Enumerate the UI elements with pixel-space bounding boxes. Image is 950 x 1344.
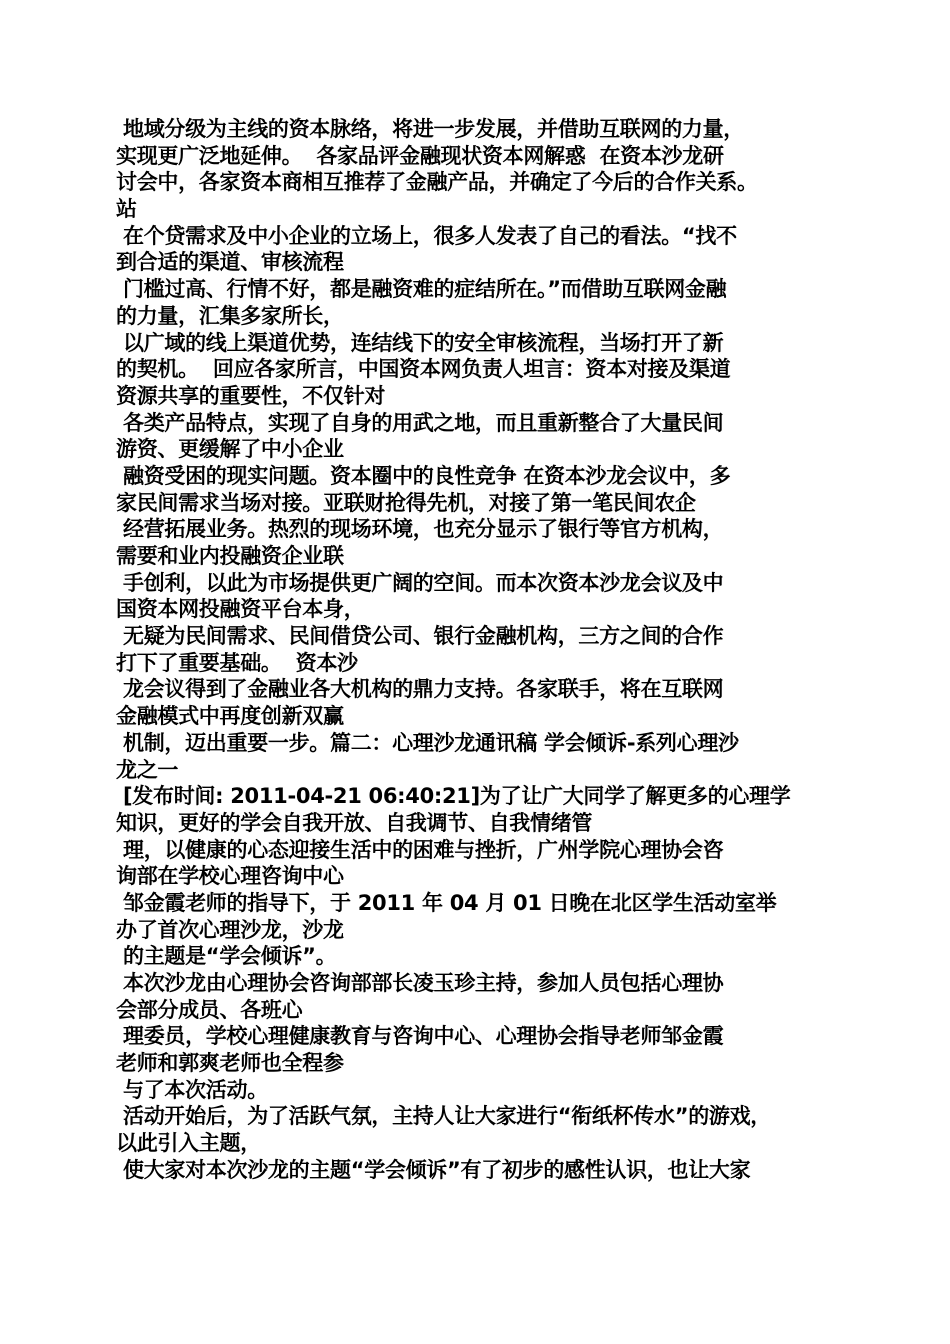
text-line: 讨会中，各家资本商相互推荐了金融产品，并确定了今后的合作关系。	[116, 170, 758, 195]
text-line: 知识，更好的学会自我开放、自我调节、自我情绪管	[116, 810, 593, 835]
text-line: 办了首次心理沙龙，沙龙	[116, 917, 344, 942]
text-line: 经营拓展业务。热烈的现场环境，也充分显示了银行等官方机构，	[116, 517, 724, 542]
text-line: 以此引入主题，	[116, 1131, 261, 1156]
body-text	[116, 116, 846, 1184]
text-line: 融资受困的现实问题。资本圈中的良性竞争 在资本沙龙会议中，多	[116, 463, 731, 488]
text-line: 理委员，学校心理健康教育与咨询中心、心理协会指导老师邹金霞	[116, 1024, 724, 1049]
text-line: 手创利，以此为市场提供更广阔的空间。而本次资本沙龙会议及中	[116, 570, 724, 595]
text-line: 以广域的线上渠道优势，连结线下的安全审核流程，当场打开了新	[116, 330, 724, 355]
text-line: 需要和业内投融资企业联	[116, 544, 344, 568]
text-line: [发布时间: 2011-04-21 06:40:21]为了让广大同学了解更多的心理学	[116, 784, 791, 809]
text-line: 机制，迈出重要一步。篇二：心理沙龙通讯稿 学会倾诉-系列心理沙	[116, 730, 739, 755]
text-line: 家民间需求当场对接。亚联财抢得先机，对接了第一笔民间农企	[116, 490, 696, 515]
text-line: 资源共享的重要性，不仅针对	[116, 383, 386, 408]
text-line: 使大家对本次沙龙的主题“学会倾诉”有了初步的感性认识，也让大家	[116, 1157, 751, 1182]
text-line: 门槛过高、行情不好，都是融资难的症结所在。”而借助互联网金融	[116, 277, 727, 302]
text-line: 的主题是“学会倾诉”。	[116, 944, 337, 969]
text-line: 各类产品特点，实现了自身的用武之地，而且重新整合了大量民间	[116, 410, 724, 435]
text-line: 本次沙龙由心理协会咨询部部长凌玉珍主持，参加人员包括心理协	[116, 971, 724, 995]
text-line: 实现更广泛地延伸。 各家品评金融现状资本网解惑 在资本沙龙研	[116, 143, 724, 168]
text-line: 站	[116, 197, 137, 222]
text-line: 国资本网投融资平台本身，	[116, 597, 365, 622]
text-line: 龙会议得到了金融业各大机构的鼎力支持。各家联手，将在互联网	[116, 677, 724, 702]
text-line: 与了本次活动。	[116, 1077, 268, 1102]
text-line: 询部在学校心理咨询中心	[116, 864, 344, 889]
text-line: 游资、更缓解了中小企业	[116, 437, 344, 462]
text-line: 金融模式中再度创新双赢	[116, 704, 344, 729]
text-line: 的契机。 回应各家所言，中国资本网负责人坦言：资本对接及渠道	[116, 357, 731, 382]
text-line: 邹金霞老师的指导下，于 2011 年 04 月 01 日晚在北区学生活动室举	[116, 890, 777, 915]
text-line: 在个贷需求及中小企业的立场上，很多人发表了自己的看法。“找不	[116, 223, 737, 248]
text-line: 打下了重要基础。 资本沙	[116, 650, 358, 675]
text-line: 无疑为民间需求、民间借贷公司、银行金融机构，三方之间的合作	[116, 624, 724, 649]
text-line: 老师和郭爽老师也全程参	[116, 1051, 344, 1076]
text-line: 地域分级为主线的资本脉络，将进一步发展，并借助互联网的力量，	[116, 117, 745, 141]
text-line: 的力量，汇集多家所长，	[116, 303, 344, 328]
text-line: 到合适的渠道、审核流程	[116, 250, 344, 275]
text-line: 龙之一	[116, 757, 179, 782]
text-line: 理，以健康的心态迎接生活中的困难与挫折，广州学院心理协会咨	[116, 837, 724, 862]
text-line: 会部分成员、各班心	[116, 997, 303, 1022]
text-line: 活动开始后，为了活跃气氛，主持人让大家进行“衔纸杯传水”的游戏，	[116, 1104, 772, 1129]
